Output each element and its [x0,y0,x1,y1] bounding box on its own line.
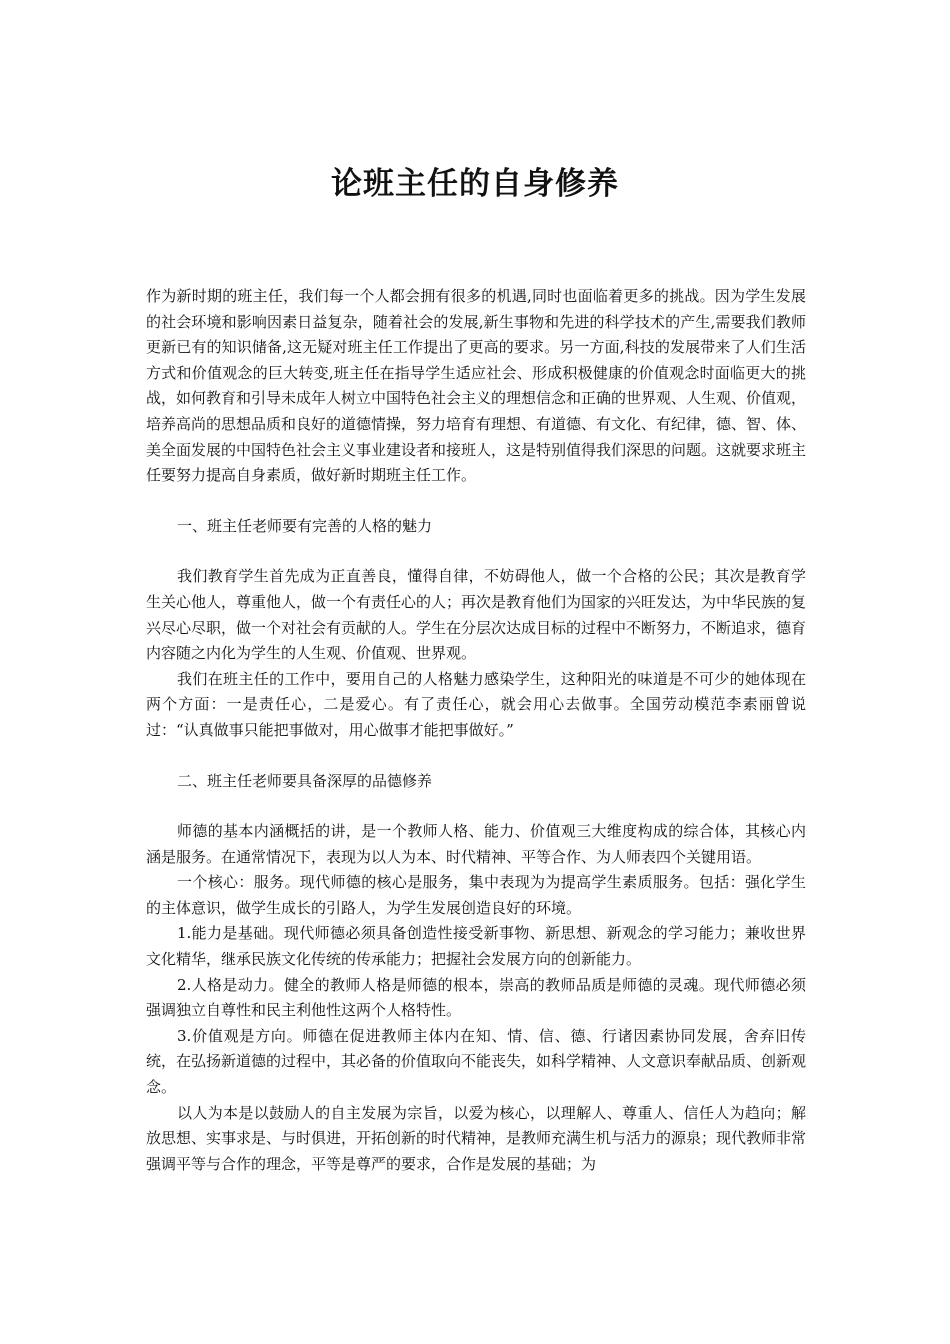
section2-paragraph-2: 一个核心：服务。现代师德的核心是服务，集中表现为为提高学生素质服务。包括：强化学生的主体意识，做学生成长的引路人，为学生发展创造良好的环境。 [146,873,806,917]
section2-paragraph-5: 3.价值观是方向。师德在促进教师主体内在知、情、信、德、行诸因素协同发展，舍弃旧传统，在弘扬新道德的过程中，其必备的价值取向不能丧失，如科学精神、人文意识奉献品质、创新观念。 [146,1026,807,1097]
section1-paragraph-2: 我们在班主任的工作中，要用自己的人格魅力感染学生，这种阳光的味道是不可少的她体现在两个方面：一是责任心，二是爱心。有了责任心，就会用心去做事。全国劳动模范李素丽曾说过：“认真做事只能把事做对，用心做事才能把事做好。” [146,669,806,739]
section2-paragraph-3: 1.能力是基础。现代师德必须具备创造性接受新事物、新思想、新观念的学习能力；兼收世界文化精华，继承民族文化传统的传承能力；把握社会发展方向的创新能力。 [146,924,806,969]
intro-paragraph: 作为新时期的班主任，我们每一个人都会拥有很多的机遇,同时也面临着更多的挑战。因为学生发展的社会环境和影响因素日益复杂，随着社会的发展,新生事物和先进的科学技术的产生,需要我们教师更新已有的知识储备,这无疑对班主任工作提出了更高的要求。另一方面,科技的发展带来了人们生活方式和价值观念的巨大转变,班主任在指导学生适应社会、形成积极健康的价值观念时面临更大的挑战，如何教育和引导未成年人树立中国特色社会主义的理想信念和正确的世界观、人生观、价值观，培养高尚的思想品质和良好的道德情操，努力培育有理想、有道德、有文化、有纪律，德、智、体、美全面发展的中国特色社会主义事业建设者和接班人，这是特别值得我们深思的问题。这就要求班主任要努力提高自身素质，做好新时期班主任工作。 [146,287,807,485]
section-heading-1: 一、班主任老师要有完善的人格的魅力 [177,516,433,535]
section-heading-2: 二、班主任老师要具备深厚的品德修养 [177,771,433,790]
section1-paragraph-1: 我们教育学生首先成为正直善良，懂得自律，不妨碍他人，做一个合格的公民；其次是教育学生关心他人，尊重他人，做一个有责任心的人；再次是教育他们为国家的兴旺发达，为中华民族的复兴尽心尽职，做一个对社会有贡献的人。学生在分层次达成目标的过程中不断努力，不断追求，德育内容随之内化为学生的人生观、价值观、世界观。 [146,567,807,663]
document-body [146,284,806,1177]
section2-paragraph-4: 2.人格是动力。健全的教师人格是师德的根本，崇高的教师品质是师德的灵魂。现代师德必须强调独立自尊性和民主利他性这两个人格特性。 [146,975,806,1020]
section2-paragraph-6: 以人为本是以鼓励人的自主发展为宗旨，以爱为核心，以理解人、尊重人、信任人为趋向；解放思想、实事求是、与时俱进，开拓创新的时代精神，是教师充满生机与活力的源泉；现代教师非常强调平等与合作的理念，平等是尊严的要求，合作是发展的基础；为 [146,1103,807,1173]
section2-paragraph-1: 师德的基本内涵概括的讲，是一个教师人格、能力、价值观三大维度构成的综合体，其核心内涵是服务。在通常情况下，表现为以人为本、时代精神、平等合作、为人师表四个关键用语。 [146,822,806,866]
document-title: 论班主任的自身修养 [331,166,619,202]
